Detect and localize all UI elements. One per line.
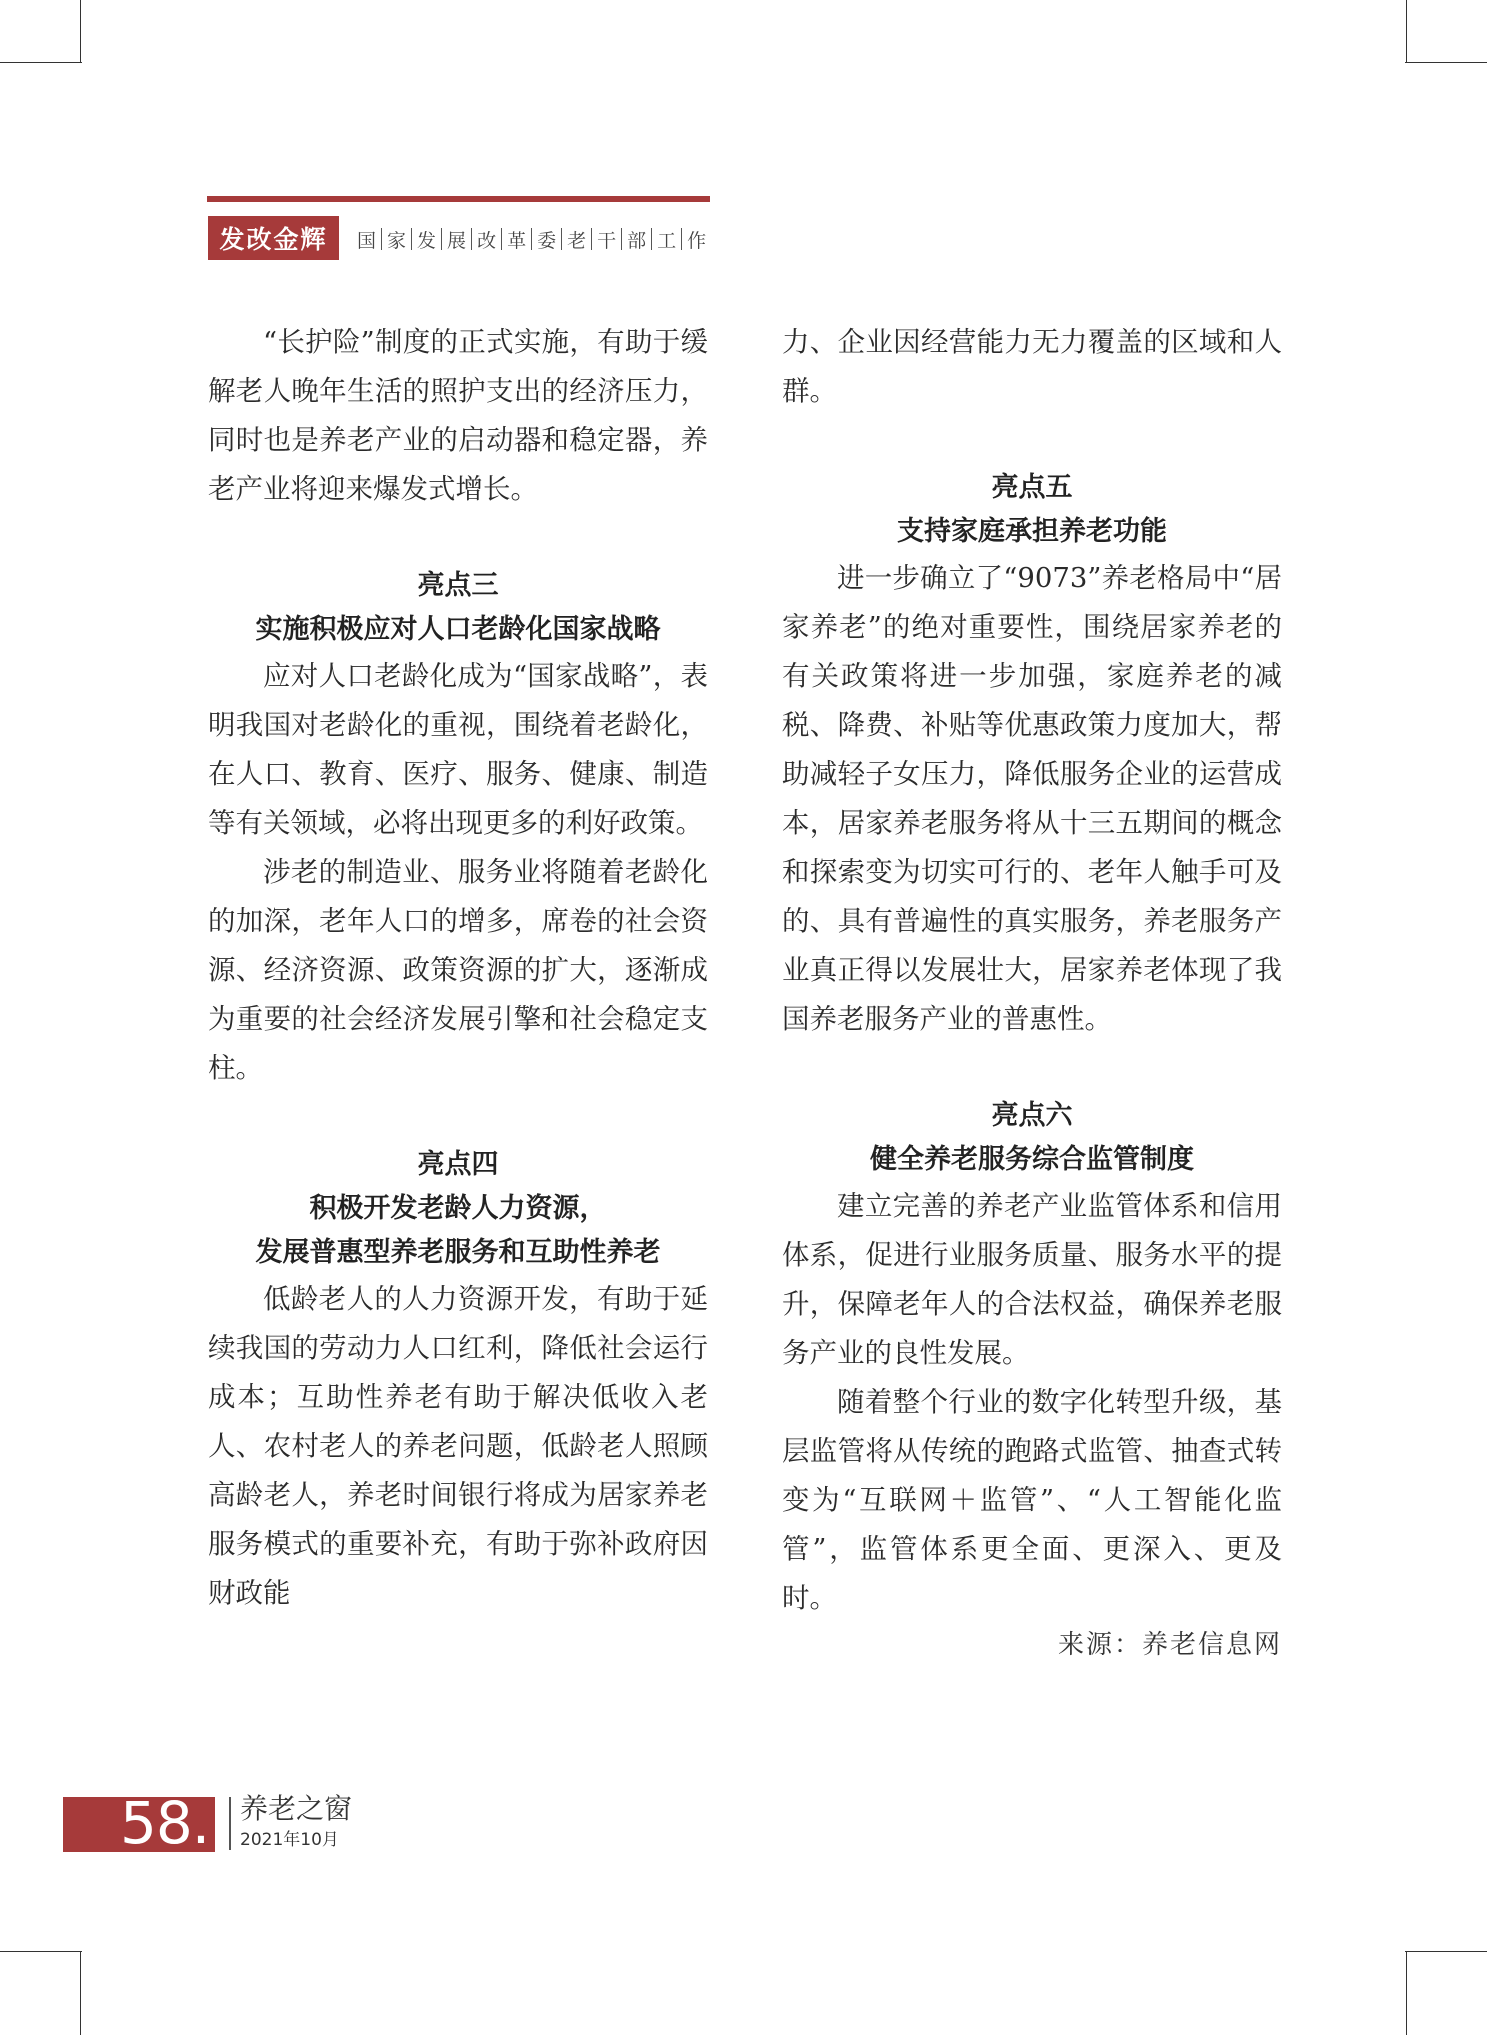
section-badge: 发改金辉 [208,216,339,260]
crop-mark [80,0,81,62]
crop-mark [0,62,82,63]
crop-mark [1405,1951,1487,1952]
subtitle-char: 部 [627,229,647,252]
section-heading-title: 支持家庭承担养老功能 [897,516,1167,547]
paragraph: “长护险”制度的正式实施，有助于缓解老人晚年生活的照护支出的经济压力，同时也是养老产业的启动器和稳定器，养老产业将迎来爆发式增长。 [208,326,708,505]
crop-mark [1405,62,1487,63]
subtitle-char: 国 [357,229,377,252]
crop-mark [1406,1951,1407,2035]
subtitle-char: 作 [687,229,707,252]
subtitle-char: 老 [567,229,587,252]
header-subtitle [352,224,711,254]
section-heading-title: 积极开发老龄人力资源， [309,1193,607,1224]
issue-date: 2021年10月 [240,1830,339,1850]
paragraph: 低龄老人的人力资源开发，有助于延续我国的劳动力人口红利，降低社会运行成本；互助性养老有助于解决低收入老人、农村老人的养老问题，低龄老人照顾高龄老人，养老时间银行将成为居家养老服务模式的重要补充，有助于弥补政府因财政能 [208,1283,708,1609]
subtitle-char: 干 [597,229,617,252]
section-heading-number: 亮点四 [417,1149,499,1180]
source-credit: 来源：养老信息网 [1057,1630,1282,1660]
subtitle-char: 改 [477,229,497,252]
section-heading-number: 亮点六 [991,1100,1073,1131]
section-heading-title: 实施积极应对人口老龄化国家战略 [255,614,661,645]
paragraph: 进一步确立了“9073”养老格局中“居家养老”的绝对重要性，围绕居家养老的有关政策将进一步加强，家庭养老的减税、降费、补贴等优惠政策力度加大，帮助减轻子女压力，降低服务企业的运营成本，居家养老服务将从十三五期间的概念和探索变为切实可行的、老年人触手可及的、具有普遍性的真实服务，养老服务产业真正得以发展壮大，居家养老体现了我国养老服务产业的普惠性。 [782,562,1282,1035]
header-rule [207,196,710,202]
crop-mark [1406,0,1407,62]
paragraph: 随着整个行业的数字化转型升级，基层监管将从传统的跑路式监管、抽查式转变为“互联网＋监管”、“人工智能化监管”，监管体系更全面、更深入、更及时。 [782,1386,1282,1614]
subtitle-char: 展 [447,229,467,252]
section-heading-number: 亮点五 [991,472,1073,503]
subtitle-char: 革 [507,229,527,252]
paragraph: 应对人口老龄化成为“国家战略”，表明我国对老龄化的重视，围绕着老龄化，在人口、教育、医疗、服务、健康、制造等有关领域，必将出现更多的利好政策。 [208,660,708,839]
page-number: 58. [120,1789,210,1857]
paragraph-continued: 力、企业因经营能力无力覆盖的区域和人群。 [782,326,1282,407]
paragraph: 建立完善的养老产业监管体系和信用体系，促进行业服务质量、服务水平的提升，保障老年人的合法权益，确保养老服务产业的良性发展。 [782,1190,1282,1369]
subtitle-char: 家 [387,229,407,252]
right-column [782,318,1282,1667]
crop-mark [80,1951,81,2035]
subtitle-char: 委 [537,229,557,252]
footer-divider [229,1797,231,1850]
section-heading-title: 健全养老服务综合监管制度 [870,1144,1194,1175]
magazine-title: 养老之窗 [240,1792,353,1825]
crop-mark [0,1951,82,1952]
subtitle-char: 发 [417,229,437,252]
subtitle-char: 工 [657,229,677,252]
section-heading-title: 发展普惠型养老服务和互助性养老 [255,1237,661,1268]
paragraph: 涉老的制造业、服务业将随着老龄化的加深，老年人口的增多，席卷的社会资源、经济资源、政策资源的扩大，逐渐成为重要的社会经济发展引擎和社会稳定支柱。 [208,856,708,1084]
left-column [208,318,708,1618]
section-heading-number: 亮点三 [417,570,499,601]
